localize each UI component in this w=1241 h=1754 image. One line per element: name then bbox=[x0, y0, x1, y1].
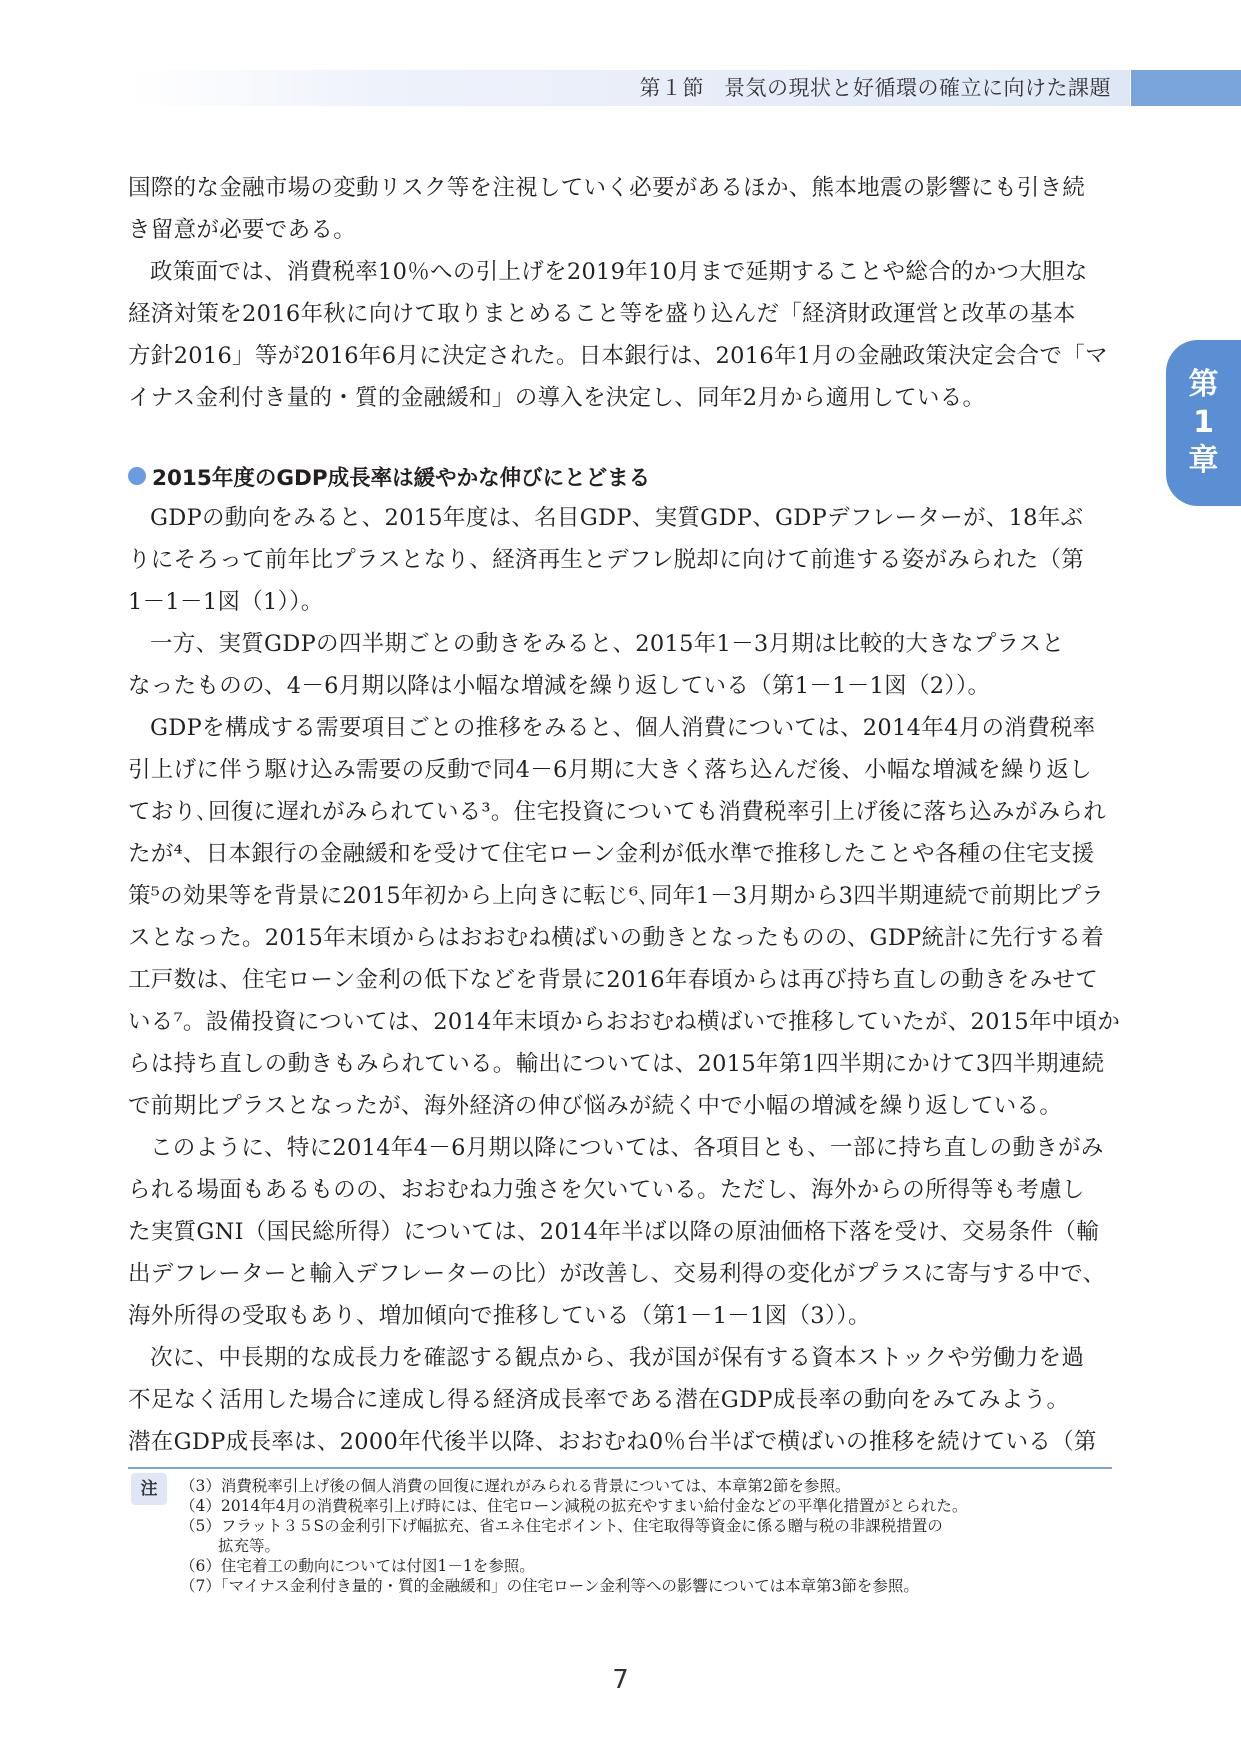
footnote-line: （3）消費税率引上げ後の個人消費の回復に遅れがみられる背景については、本章第2節を参照。 bbox=[180, 1477, 851, 1495]
body-text-line: 一方、実質GDPの四半期ごとの動きをみると、2015年1－3月期は比較的大きなプラスと bbox=[150, 631, 1065, 657]
body-text-line: GDPを構成する需要項目ごとの推移をみると、個人消費については、2014年4月の消費税率 bbox=[150, 715, 1096, 741]
footnote-line: （5）フラット３５Sの金利引下げ幅拡充、省エネ住宅ポイント、住宅取得等資金に係る贈与税の非課税措置の bbox=[180, 1517, 943, 1535]
section-heading bbox=[128, 460, 650, 492]
body-text-line: GDPの動向をみると、2015年度は、名目GDP、実質GDP、GDPデフレーターが、18年ぶ bbox=[150, 505, 1084, 531]
body-text-line: 不足なく活用した場合に達成し得る経済成長率である潜在GDP成長率の動向をみてみよう。 bbox=[128, 1387, 1070, 1413]
body-text-line: らは持ち直しの動きもみられている。輸出については、2015年第1四半期にかけて3四半期連続 bbox=[128, 1051, 1105, 1077]
chapter-tab-line2: 1 bbox=[1193, 405, 1214, 440]
footnote-line: 拡充等。 bbox=[218, 1537, 281, 1555]
body-text-line: 海外所得の受取もあり、増加傾向で推移している（第1－1－1図（3））。 bbox=[128, 1303, 871, 1329]
body-text-line: なったものの、4－6月期以降は小幅な増減を繰り返している（第1－1－1図（2））。 bbox=[128, 673, 991, 699]
footnote-line: （4）2014年4月の消費税率引上げ時には、住宅ローン減税の拡充やすまい給付金などの平準化措置がとられた。 bbox=[180, 1497, 968, 1515]
body-text-line: 次に、中長期的な成長力を確認する観点から、我が国が保有する資本ストックや労働力を過 bbox=[150, 1345, 1085, 1371]
header-accent-block bbox=[1131, 70, 1241, 106]
chapter-tab bbox=[1166, 340, 1241, 506]
body-text-line: 経済対策を2016年秋に向けて取りまとめること等を盛り込んだ「経済財政運営と改革の基本 bbox=[128, 301, 1076, 327]
body-text-line: 国際的な金融市場の変動リスク等を注視していく必要があるほか、熊本地震の影響にも引き続 bbox=[128, 175, 1086, 201]
chapter-tab-line3: 章 bbox=[1188, 443, 1219, 478]
body-text-line: られる場面もあるものの、おおむね力強さを欠いている。ただし、海外からの所得等も考慮し bbox=[128, 1177, 1085, 1203]
footnote-divider bbox=[128, 1467, 1112, 1469]
body-text-line: 出デフレーターと輸入デフレーターの比）が改善し、交易利得の変化がプラスに寄与する中で、 bbox=[128, 1261, 1106, 1287]
body-text-line: スとなった。2015年末頃からはおおむね横ばいの動きとなったものの、GDP統計に先行する着 bbox=[128, 925, 1105, 951]
section-title: 景気の現状と好循環の確立に向けた課題 bbox=[724, 76, 1111, 100]
section-label: 第１節 bbox=[639, 76, 704, 100]
body-text-line: き留意が必要である。 bbox=[128, 217, 357, 243]
section-heading-text: 2015年度のGDP成長率は緩やかな伸びにとどまる bbox=[152, 465, 651, 491]
body-text-line: たが⁴、日本銀行の金融緩和を受けて住宅ローン金利が低水準で推移したことや各種の住宅支援 bbox=[128, 841, 1095, 867]
body-text-line: いる⁷。設備投資については、2014年末頃からおおむね横ばいで推移していたが、2015年中頃か bbox=[128, 1009, 1121, 1035]
body-text-line: りにそろって前年比プラスとなり、経済再生とデフレ脱却に向けて前進する姿がみられた（第 bbox=[128, 547, 1085, 573]
body-text-line: 潜在GDP成長率は、2000年代後半以降、おおむね0％台半ばで横ばいの推移を続けている（第 bbox=[128, 1429, 1097, 1455]
body-text-line: た実質GNI（国民総所得）については、2014年半ば以降の原油価格下落を受け、交易条件（輸 bbox=[128, 1219, 1099, 1245]
body-text-line: イナス金利付き量的・質的金融緩和」の導入を決定し、同年2月から適用している。 bbox=[128, 385, 986, 411]
footnote-badge: 注 bbox=[131, 1473, 167, 1505]
bullet-icon bbox=[128, 467, 146, 485]
body-text-line: 政策面では、消費税率10％への引上げを2019年10月まで延期することや総合的かつ大胆な bbox=[150, 259, 1088, 285]
body-text-line: で前期比プラスとなったが、海外経済の伸び悩みが続く中で小幅の増減を繰り返している。 bbox=[128, 1093, 1063, 1119]
chapter-tab-line1: 第 bbox=[1188, 367, 1219, 402]
body-text-line: ており､回復に遅れがみられている³。住宅投資についても消費税率引上げ後に落ち込みがみられ bbox=[128, 799, 1107, 825]
page-number: 7 bbox=[612, 1665, 629, 1695]
footnote-line: （7）「マイナス金利付き量的・質的金融緩和」の住宅ローン金利等への影響については本章第3節を参照。 bbox=[180, 1577, 919, 1595]
body-text-line: 方針2016」等が2016年6月に決定された。日本銀行は、2016年1月の金融政策決定会合で「マ bbox=[128, 343, 1108, 369]
body-text-line: 引上げに伴う駆け込み需要の反動で同4－6月期に大きく落ち込んだ後、小幅な増減を繰り返し bbox=[128, 757, 1093, 783]
body-text-line: このように、特に2014年4－6月期以降については、各項目とも、一部に持ち直しの動きがみ bbox=[150, 1135, 1104, 1161]
body-text-line: 1－1－1図（1））。 bbox=[128, 589, 324, 615]
running-header bbox=[640, 70, 1112, 106]
footnote-line: （6）住宅着工の動向については付図1－1を参照。 bbox=[180, 1557, 535, 1575]
body-text-line: 工戸数は、住宅ローン金利の低下などを背景に2016年春頃からは再び持ち直しの動きをみせて bbox=[128, 967, 1099, 993]
body-text-line: 策⁵の効果等を背景に2015年初から上向きに転じ⁶､同年1－3月期から3四半期連続で前期比プラ bbox=[128, 883, 1105, 909]
